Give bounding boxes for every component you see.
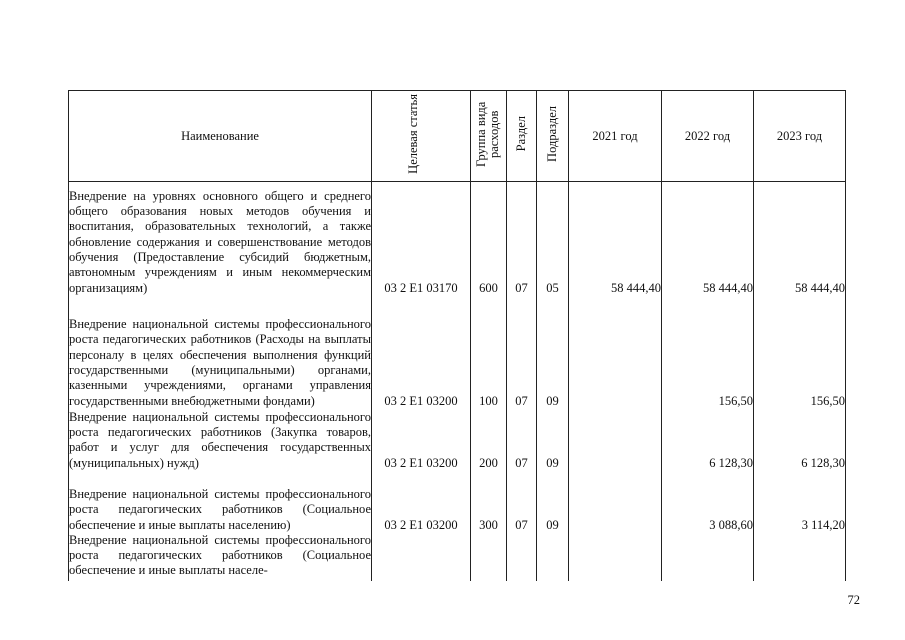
row-value-2023 bbox=[754, 533, 846, 581]
row-value-2021 bbox=[569, 471, 662, 533]
row-value-2023: 3 114,20 bbox=[754, 471, 846, 533]
row-expense-group: 100 bbox=[471, 296, 507, 409]
table-header-row bbox=[69, 91, 846, 182]
row-section: 07 bbox=[507, 409, 537, 471]
row-expense-group: 300 bbox=[471, 471, 507, 533]
row-value-2023: 156,50 bbox=[754, 296, 846, 409]
table-row bbox=[69, 409, 846, 471]
row-name: Внедрение на уровнях основного общего и среднего общего образования новых методов обучения и воспитания, образовательных технологий, а также обновление содержания и совершенствование методов обучения (Предоставление субсидий бюджетным, автономным учреждениям и иным некоммерческим организациям) bbox=[69, 182, 372, 296]
row-section: 07 bbox=[507, 296, 537, 409]
row-value-2022 bbox=[662, 533, 754, 581]
row-value-2021 bbox=[569, 533, 662, 581]
row-value-2022: 58 444,40 bbox=[662, 182, 754, 296]
header-subsection: Подраздел bbox=[537, 91, 569, 182]
row-value-2021 bbox=[569, 296, 662, 409]
row-target-article: 03 2 E1 03200 bbox=[372, 409, 471, 471]
header-2021: 2021 год bbox=[569, 91, 662, 182]
row-target-article bbox=[372, 533, 471, 581]
row-target-article: 03 2 E1 03200 bbox=[372, 296, 471, 409]
row-name: Внедрение национальной системы профессионального роста педагогических работников (Социальное обеспечение и иные выплаты населению) bbox=[69, 471, 372, 533]
header-2023: 2023 год bbox=[754, 91, 846, 182]
header-section: Раздел bbox=[507, 91, 537, 182]
row-value-2023: 6 128,30 bbox=[754, 409, 846, 471]
row-target-article: 03 2 E1 03200 bbox=[372, 471, 471, 533]
header-name: Наименование bbox=[69, 91, 372, 182]
row-expense-group bbox=[471, 533, 507, 581]
row-value-2023: 58 444,40 bbox=[754, 182, 846, 296]
row-subsection: 05 bbox=[537, 182, 569, 296]
row-subsection: 09 bbox=[537, 409, 569, 471]
row-value-2022: 6 128,30 bbox=[662, 409, 754, 471]
row-section: 07 bbox=[507, 182, 537, 296]
row-name: Внедрение национальной системы профессионального роста педагогических работников (Социальное обеспечение и иные выплаты населе- bbox=[69, 533, 372, 581]
row-value-2022: 3 088,60 bbox=[662, 471, 754, 533]
row-target-article: 03 2 E1 03170 bbox=[372, 182, 471, 296]
row-value-2022: 156,50 bbox=[662, 296, 754, 409]
header-expense-group: Группа вида расходов bbox=[471, 91, 507, 182]
table-row bbox=[69, 471, 846, 533]
row-expense-group: 600 bbox=[471, 182, 507, 296]
row-section bbox=[507, 533, 537, 581]
row-subsection: 09 bbox=[537, 471, 569, 533]
table-row bbox=[69, 533, 846, 581]
header-target-article: Целевая статья bbox=[372, 91, 471, 182]
page-number: 72 bbox=[847, 593, 860, 607]
row-name: Внедрение национальной системы профессионального роста педагогических работников (Расходы на выплаты персоналу в целях обеспечения выполнения функций государственными (муниципальными) органами, казенными учреждениями, органами управления государственными внебюджетными фондами) bbox=[69, 296, 372, 409]
table-row bbox=[69, 296, 846, 409]
header-2022: 2022 год bbox=[662, 91, 754, 182]
row-value-2021: 58 444,40 bbox=[569, 182, 662, 296]
row-expense-group: 200 bbox=[471, 409, 507, 471]
row-subsection: 09 bbox=[537, 296, 569, 409]
row-value-2021 bbox=[569, 409, 662, 471]
row-name: Внедрение национальной системы профессионального роста педагогических работников (Закупка товаров, работ и услуг для обеспечения государственных (муниципальных) нужд) bbox=[69, 409, 371, 470]
table-row bbox=[69, 182, 846, 296]
row-subsection bbox=[537, 533, 569, 581]
row-section: 07 bbox=[507, 471, 537, 533]
budget-table bbox=[68, 90, 846, 581]
